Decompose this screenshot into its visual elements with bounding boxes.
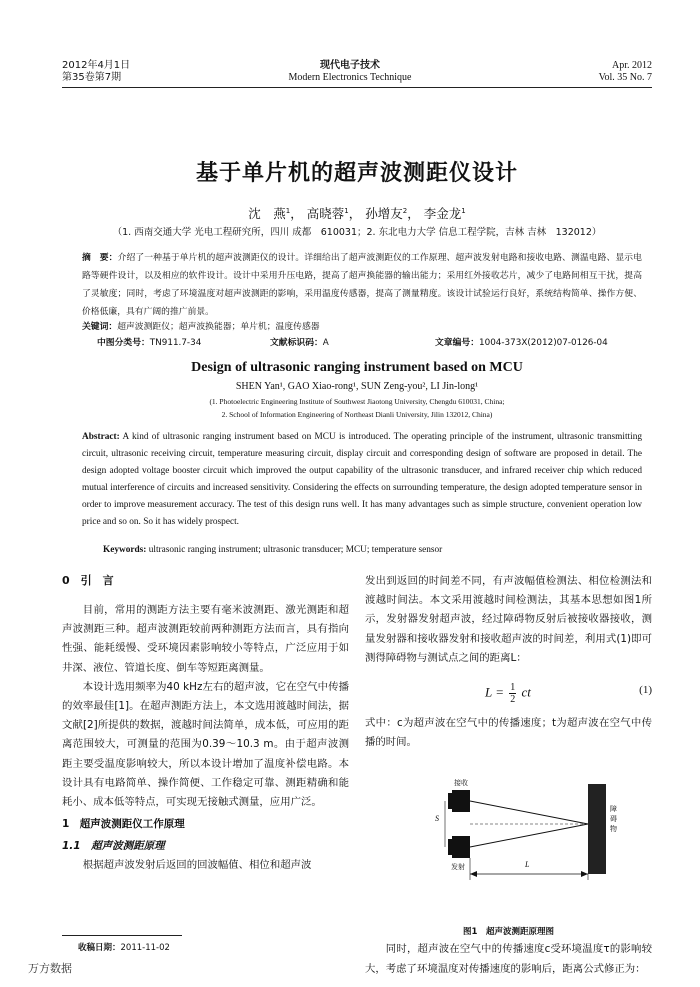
keywords-zh: [82, 320, 642, 336]
clc-number: 中图分类号：TN911.7-34: [97, 338, 202, 348]
issue-volume-line: 第35卷第7期: [62, 72, 122, 83]
abstract-en-text: A kind of ultrasonic ranging instrument based on MCU is introduced. The operating principle of the instrument, ultrasonic transmitting circuit, ultrasonic receiving circuit, temperature measuring circuit, display circuit and corresponding design of software are proposed in detail. The design adopted voltage booster circuit which improved the output capability of the ultrasonic transducer, and infrared receiver chip which reduced mutual interference of circuits and increased sensitivity. Considering the effects on surrounding temperature, the design adopted temperature sensor in order to improve measurement accuracy. The test of this design runs well. It has many advantages such as simple structure, convenient operation low price and so on. So it has widely prospect.: [82, 432, 643, 527]
header-rule: [62, 87, 652, 88]
issue-date-en-line: Apr. 2012: [612, 60, 652, 71]
author: 孙增友$^2$，: [365, 206, 420, 221]
watermark: 万方数据: [28, 962, 72, 975]
figure-1-caption: 图1 超声波测距原理图: [463, 927, 554, 938]
keywords-en-label: Keywords:: [103, 545, 147, 555]
distance-label: L: [525, 860, 530, 870]
section-0-heading: 0 引 言: [62, 574, 114, 587]
paper-title-zh: 基于单片机的超声波测距仪设计: [195, 161, 518, 186]
left-column: [62, 568, 349, 875]
journal-title-en: Modern Electronics Technique: [288, 72, 412, 83]
issue-date-en: [599, 60, 652, 84]
emitted-path: [470, 824, 588, 847]
author: 高晓蓉$^1$，: [306, 206, 362, 221]
fraction: $\frac{1}{2}$: [510, 682, 516, 706]
affiliation-en-2: 2. School of Information Engineering of Northeast Dianli University, Jilin 132012, China): [221, 410, 493, 419]
received-date: 收稿日期：2011-11-02: [78, 943, 170, 953]
abstract-zh-label: 摘 要：: [82, 253, 118, 263]
issue-date-line: 2012年4月1日: [62, 60, 131, 71]
author: 李金龙$^1$: [423, 206, 466, 221]
footnote-rule: [62, 935, 182, 936]
equation-body: [485, 682, 531, 705]
s-label: S: [435, 814, 439, 824]
affiliation-en-1: (1. Photoelectric Engineering Institute of Southwest Jiaotong University, Chengdu 610031, China;: [209, 397, 505, 406]
equation-number: (1): [639, 684, 652, 697]
abstract-en: [82, 429, 642, 531]
journal-title-zh: 现代电子技术: [320, 60, 380, 71]
transmitter-label: 发射: [451, 863, 465, 872]
keywords-en: [103, 545, 643, 555]
obstacle: [588, 784, 606, 874]
abstract-zh: [82, 249, 642, 321]
right-paragraph-3: 同时，超声波在空气中的传播速度c受环境温度τ的影响较大，考虑了环境温度对传播速度的影响后，距离公式修正为：: [365, 943, 652, 975]
abstract-en-label: Abstract:: [82, 432, 120, 442]
journal-name: [230, 60, 470, 84]
authors-zh: [62, 204, 652, 222]
section-1-heading: 1 超声波测距仪工作原理: [62, 818, 185, 831]
paper-title-en: Design of ultrasonic ranging instrument based on MCU: [191, 360, 523, 375]
echo-path: [470, 801, 588, 824]
keywords-en-text: ultrasonic ranging instrument; ultrasonic transducer; MCU; temperature sensor: [148, 545, 443, 555]
authors-en: SHEN Yan¹, GAO Xiao-rong¹, SUN Zeng-you², LI Jin-long¹: [235, 381, 479, 392]
figure-1: [365, 770, 652, 940]
transmitter-transducer: [452, 836, 470, 858]
receiver-label: 接收: [454, 779, 468, 788]
ranging-principle-diagram: [365, 770, 652, 915]
keywords-zh-label: 关键词：: [82, 322, 118, 332]
receiver-transducer: [452, 790, 470, 812]
section-0-paragraph-2: 本设计选用频率为40 kHz左右的超声波，它在空气中传播的效率最佳[1]。在超声测距方法上，本文选用渡越时间法，据文献[2]所提供的数据，渡越时间法简单，成本低，可应用的距离范围较大，可测量的范围为0.39～10.3 m。由于超声波测距主要受温度影响较大，所以本设计增加了温度补偿电路。本设计具有电路简单、操作简便、工作稳定可靠、测距精确和能耗小、成本低等特点，可实现无接触式测量，应用广泛。: [62, 680, 349, 809]
section-0-paragraph-1: 目前，常用的测距方法主要有毫米波测距、激光测距和超声波测距三种。超声波测距较前两种测距方法而言，具有指向性强、能耗缓慢、受环境因素影响较小等特点，广泛应用于如井深、液位、管道长度、倒车等短距离测量。: [62, 604, 349, 674]
equation-rhs: ct: [521, 684, 531, 700]
equation-lhs: L =: [485, 684, 505, 700]
abstract-zh-text: 介绍了一种基于单片机的超声波测距仪的设计。详细给出了超声波测距仪的工作原理、超声波发射电路和接收电路、测温电路、显示电路等硬件设计，以及相应的软件设计。设计中采用升压电路，提高了超声换能器的输出能力；采用红外接收芯片，减少了电路间相互干扰，提高了灵敏度；同时，考虑了环境温度对超声波测距的影响，采用温度传感器，提高了测量精度。该设计试验运行良好，系统结构简单、操作方便、价格低廉，具有广阔的推广前景。: [82, 253, 642, 317]
section-1-1-heading: 1.1 超声波测距原理: [62, 840, 165, 853]
obstacle-label: 障碍物: [610, 805, 617, 834]
issue-volume-en-line: Vol. 35 No. 7: [598, 72, 652, 83]
section-1-1-paragraph: 根据超声波发射后返回的回波幅值、相位和超声波: [82, 859, 312, 872]
keywords-zh-text: 超声波测距仪；超声波换能器；单片机；温度传感器: [117, 322, 320, 332]
article-number: 文章编号：1004-373X(2012)07-0126-04: [435, 338, 608, 348]
right-paragraph-2: 式中：c为超声波在空气中的传播速度；t为超声波在空气中传播的时间。: [365, 717, 652, 749]
affiliations-zh: （1. 西南交通大学 光电工程研究所，四川 成都 610031；2. 东北电力大学 信息工程学院，吉林 吉林 132012）: [112, 227, 602, 238]
issue-date: [62, 60, 130, 84]
equation-1: [365, 674, 652, 714]
right-column: [365, 572, 652, 979]
right-paragraph-1: 发出到返回的时间差不同，有声波幅值检测法、相位检测法和渡越时间法。本文采用渡越时间检测法，其基本思想如图1所示，发射器发射超声波，经过障碍物反射后被接收器接收，测量发射器和接收器发射和接收超声波的时间差，利用式(1)即可测得障碍物与测试点之间的距离L：: [365, 575, 652, 664]
author: 沈 燕$^1$，: [248, 206, 303, 221]
document-code: 文献标识码：A: [270, 338, 329, 348]
